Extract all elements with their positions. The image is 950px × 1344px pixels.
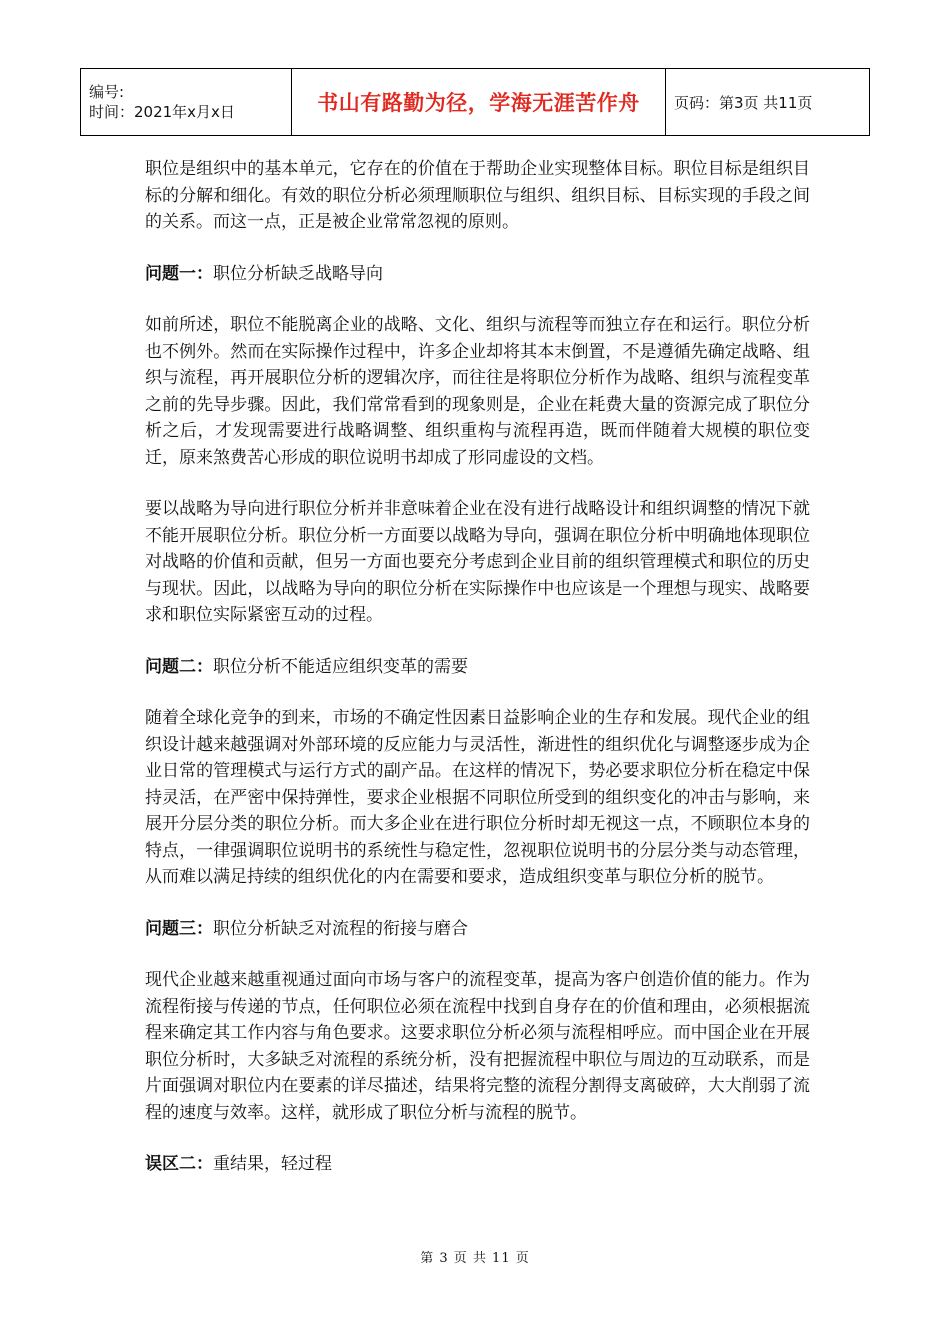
paragraph-problem-1-b: 要以战略为导向进行职位分析并非意味着企业在没有进行战略设计和组织调整的情况下就不能开展职位分析。职位分析一方面要以战略为导向，强调在职位分析中明确地体现职位对战略的价值和贡献，但另一方面也要充分考虑到企业目前的组织管理模式和职位的历史与现状。因此，以战略为导向的职位分析在实际操作中也应该是一个理想与现实、战略要求和职位实际紧密互动的过程。 (145, 499, 810, 625)
heading-text: 职位分析缺乏战略导向 (213, 263, 383, 284)
heading-label: 问题二： (145, 656, 213, 677)
heading-label: 问题三： (145, 918, 213, 939)
heading-label: 问题一： (145, 263, 213, 284)
paragraph-problem-2: 随着全球化竞争的到来，市场的不确定性因素日益影响企业的生存和发展。现代企业的组织设计越来越强调对外部环境的反应能力与灵活性，渐进性的组织优化与调整逐步成为企业日常的管理模式与运行方式的副产品。在这样的情况下，势必要求职位分析在稳定中保持灵活，在严密中保持弹性，要求企业根据不同职位所受到的组织变化的冲击与影响，来展开分层分类的职位分析。而大多企业在进行职位分析时却无视这一点，不顾职位本身的特点，一律强调职位说明书的系统性与稳定性，忽视职位说明书的分层分类与动态管理，从而难以满足持续的组织优化的内在需要和要求，造成组织变革与职位分析的脱节。 (145, 708, 810, 887)
page-header (80, 68, 870, 136)
document-date-label: 时间：2021年x月x日 (89, 103, 235, 121)
heading-label: 误区二： (145, 1154, 213, 1174)
header-motto: 书山有路勤为径，学海无涯苦作舟 (292, 69, 666, 136)
section-heading-problem-1 (145, 261, 810, 288)
section-heading-problem-3 (145, 916, 810, 943)
paragraph-problem-1-a: 如前所述，职位不能脱离企业的战略、文化、组织与流程等而独立存在和运行。职位分析也不例外。然而在实际操作过程中，许多企业却将其本末倒置，不是遵循先确定战略、组织与流程，再开展职位分析的逻辑次序，而往往是将职位分析作为战略、组织与流程变革之前的先导步骤。因此，我们常常看到的现象则是，企业在耗费大量的资源完成了职位分析之后，才发现需要进行战略调整、组织重构与流程再造，既而伴随着大规模的职位变迁，原来煞费苦心形成的职位说明书却成了形同虚设的文档。 (145, 315, 810, 468)
header-page-number: 页码：第3页 共11页 (666, 69, 870, 136)
heading-text: 职位分析不能适应组织变革的需要 (213, 656, 468, 677)
heading-text: 重结果，轻过程 (213, 1154, 332, 1174)
document-number-label: 编号: (89, 83, 125, 101)
section-heading-problem-2 (145, 654, 810, 681)
header-meta-cell (81, 69, 292, 136)
section-heading-misconception-2 (145, 1151, 810, 1178)
page-footer: 第 3 页 共 11 页 (420, 1251, 530, 1266)
document-body (145, 156, 810, 1203)
heading-text: 职位分析缺乏对流程的衔接与磨合 (213, 918, 468, 939)
paragraph-intro: 职位是组织中的基本单元，它存在的价值在于帮助企业实现整体目标。职位目标是组织目标的分解和细化。有效的职位分析必须理顺职位与组织、组织目标、目标实现的手段之间的关系。而这一点，正是被企业常常忽视的原则。 (145, 159, 810, 232)
paragraph-problem-3: 现代企业越来越重视通过面向市场与客户的流程变革，提高为客户创造价值的能力。作为流程衔接与传递的节点，任何职位必须在流程中找到自身存在的价值和理由，必须根据流程来确定其工作内容与角色要求。这要求职位分析必须与流程相呼应。而中国企业在开展职位分析时，大多缺乏对流程的系统分析，没有把握流程中职位与周边的互动联系，而是片面强调对职位内在要素的详尽描述，结果将完整的流程分割得支离破碎，大大削弱了流程的速度与效率。这样，就形成了职位分析与流程的脱节。 (145, 970, 810, 1123)
